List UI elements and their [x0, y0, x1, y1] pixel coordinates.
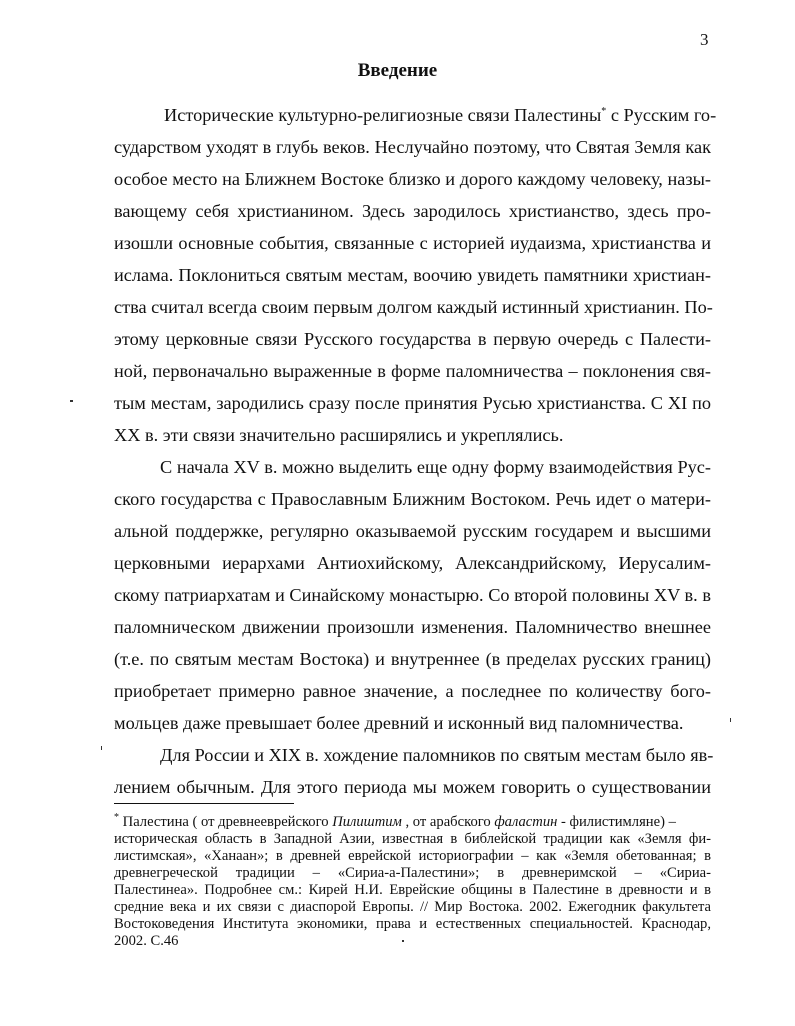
footnote-marker: *: [114, 812, 119, 824]
page-number: 3: [700, 30, 709, 49]
text-line: ислама. Поклониться святым местам, воочию увидеть памятники христиан-: [114, 265, 711, 285]
footnote-line: [114, 813, 711, 831]
italic-term: Пилиштим: [332, 814, 402, 830]
text-line: церковными иерархами Антиохийскому, Александрийскому, Иерусалим-: [114, 553, 711, 573]
text-line: [114, 104, 717, 126]
footnote-line: 2002. С.46: [114, 933, 179, 949]
footnote-line: Палестинеа». Подробнее см.: Кирей Н.И. Еврейские общины в Палестине в древности и в: [114, 882, 711, 898]
footnote-reference: *: [601, 105, 607, 117]
scan-speck: [402, 940, 404, 942]
scan-speck: [101, 746, 102, 750]
text-segment: Исторические культурно-религиозные связи Палестины: [164, 105, 602, 125]
text-line: ства считал всегда своим первым долгом каждый истинный христианин. По-: [114, 297, 713, 317]
text-segment: с Русским го-: [606, 105, 717, 125]
text-line: ной, первоначально выраженные в форме паломничества – поклонения свя-: [114, 361, 711, 381]
footnote-line: листимская», «Ханаан»; в древней еврейской историографии – как «Земля обетованная; в: [114, 848, 711, 864]
text-line: мольцев даже превышает более древний и исконный вид паломничества.: [114, 713, 684, 733]
italic-term: фаластин: [494, 814, 558, 830]
text-line: приобретает примерно равное значение, а последнее по количеству бого-: [114, 681, 711, 701]
text-line: этому церковные связи Русского государства в первую очередь с Палести-: [114, 329, 711, 349]
scan-speck: [70, 400, 73, 402]
text-line: изошли основные события, связанные с историей иудаизма, христианства и: [114, 233, 711, 253]
footnote-line: средние века и их связи с диаспорой Европы. // Мир Востока. 2002. Ежегодник факультета: [114, 899, 711, 915]
footnote-line: Востоковедения Института экономики, права и естественных специальностей. Краснодар,: [114, 916, 711, 932]
text-segment: Палестина ( от древнееврейского: [119, 814, 333, 830]
text-line: скому патриархатам и Синайскому монастырю. Со второй половины XV в. в: [114, 585, 711, 605]
text-line: тым местам, зародились сразу после принятия Русью христианства. С XI по: [114, 393, 711, 413]
scan-speck: [730, 718, 731, 722]
text-line: сударством уходят в глубь веков. Неслучайно поэтому, что Святая Земля как: [114, 137, 711, 157]
text-line: С начала XV в. можно выделить еще одну форму взаимодействия Рус-: [160, 457, 711, 477]
text-line: вающему себя христианином. Здесь зародилось христианство, здесь про-: [114, 201, 711, 221]
text-segment: - филистимляне) –: [557, 814, 676, 830]
footnote-rule: [114, 803, 294, 804]
text-line: XX в. эти связи значительно расширялись и укреплялись.: [114, 425, 564, 445]
text-line: особое место на Ближнем Востоке близко и дорого каждому человеку, назы-: [114, 169, 711, 189]
text-line: (т.е. по святым местам Востока) и внутреннее (в пределах русских границ): [114, 649, 711, 669]
footnote-line: древнегреческой традиции – «Сириа-а-Палестини»; в древнеримской – «Сириа-: [114, 865, 711, 881]
text-line: альной поддержке, регулярно оказываемой русским государем и высшими: [114, 521, 711, 541]
text-line: лением обычным. Для этого периода мы можем говорить о существовании: [114, 777, 711, 797]
page-title: Введение: [357, 60, 438, 81]
text-line: паломническом движении произошли изменения. Паломничество внешнее: [114, 617, 711, 637]
text-line: ского государства с Православным Ближним Востоком. Речь идет о матери-: [114, 489, 711, 509]
text-line: Для России и XIX в. хождение паломников по святым местам было яв-: [160, 745, 714, 765]
text-segment: , от арабского: [401, 814, 495, 830]
footnote-line: историческая область в Западной Азии, известная в библейской традиции как «Земля фи-: [114, 831, 711, 847]
